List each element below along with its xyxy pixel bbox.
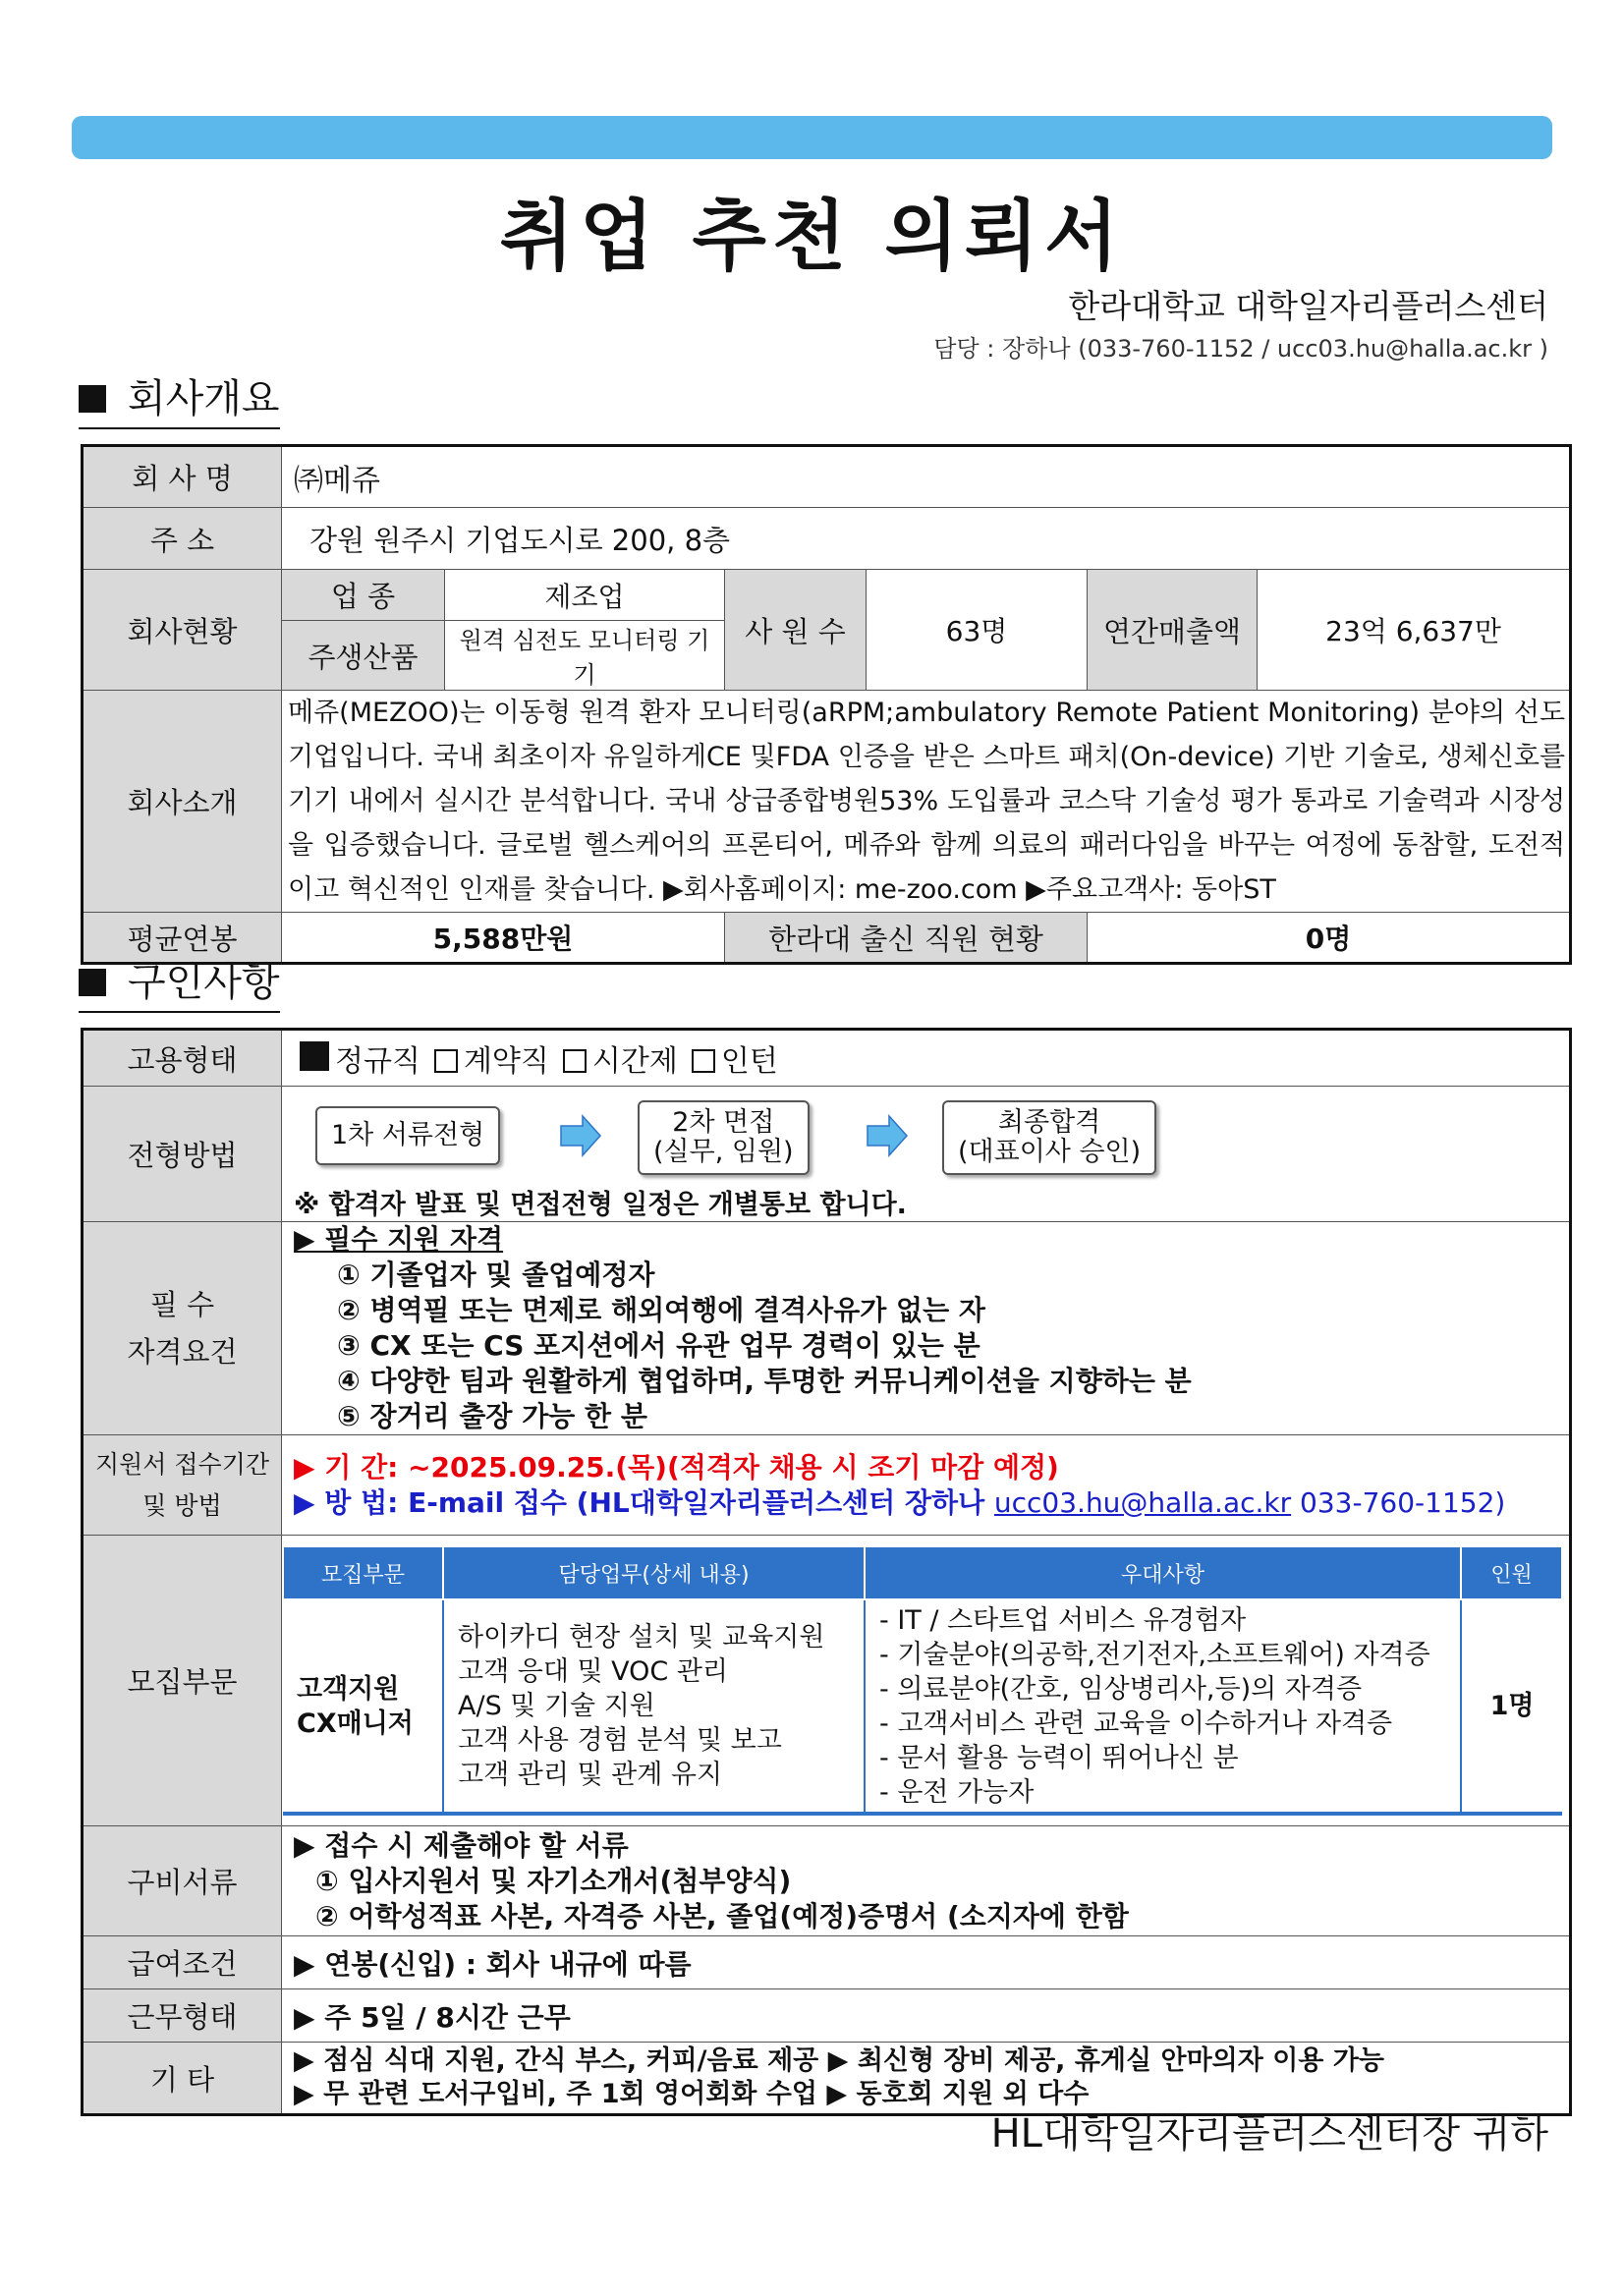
employment-type-options: 정규직 계약직 시간제 인턴	[282, 1030, 1571, 1087]
process-flow	[294, 1092, 1557, 1183]
square-bullet-icon	[79, 385, 106, 413]
step-document: 1차 서류전형	[315, 1106, 500, 1165]
recruit-header: 모집부문	[283, 1546, 443, 1599]
company-status-label: 회사현황	[83, 570, 282, 691]
work-value: ▶ 주 5일 / 8시간 근무	[282, 1989, 1571, 2043]
documents-label: 구비서류	[83, 1826, 282, 1936]
document-item: ② 어학성적표 사본, 자격증 사본, 졸업(예정)증명서 (소지자에 한함	[315, 1899, 1129, 1932]
process-cell	[282, 1087, 1571, 1222]
revenue-value: 23억 6,637만	[1258, 570, 1571, 691]
square-bullet-icon	[79, 969, 106, 996]
employment-type-label: 고용형태	[83, 1030, 282, 1087]
requirement-item: ⑤ 장거리 출장 가능 한 분	[337, 1400, 647, 1432]
recruit-table	[282, 1545, 1563, 1816]
revenue-label: 연간매출액	[1088, 570, 1258, 691]
arrow-right-icon	[866, 1114, 909, 1157]
salary-value: 5,588만원	[282, 913, 725, 964]
footer-recipient: HL대학일자리플러스센터장 귀하	[990, 2111, 1548, 2156]
document-title: 취업 추천 의뢰서	[499, 193, 1125, 281]
requirement-item: ③ CX 또는 CS 포지션에서 유관 업무 경력이 있는 분	[337, 1329, 980, 1362]
requirements-list	[282, 1222, 1571, 1435]
documents-list: ▶ 접수 시 제출해야 할 서류 ① 입사지원서 및 자기소개서(첨부양식) ② 어학성적표 사본, 자격증 사본, 졸업(예정)증명서 (소지자에 한함	[282, 1826, 1571, 1936]
salary-label: 평균연봉	[83, 913, 282, 964]
requirement-item: ② 병역필 또는 면제로 해외여행에 결격사유가 없는 자	[337, 1294, 985, 1326]
pay-value: ▶ 연봉(신입) : 회사 내규에 따름	[282, 1936, 1571, 1989]
recruit-header: 우대사항	[865, 1546, 1461, 1599]
employees-value: 63명	[867, 570, 1088, 691]
top-color-bar	[72, 116, 1552, 159]
checkbox-empty-icon[interactable]	[434, 1049, 458, 1073]
recruit-duties: 하이카디 현장 설치 및 교육지원 고객 응대 및 VOC 관리 A/S 및 기술 지원 고객 사용 경험 분석 및 보고 고객 관리 및 관계 유지	[443, 1599, 865, 1814]
pay-label: 급여조건	[83, 1936, 282, 1989]
company-address: 강원 원주시 기업도시로 200, 8층	[282, 508, 1571, 570]
intro-label: 회사소개	[83, 691, 282, 913]
recruit-header: 인원	[1461, 1546, 1562, 1599]
company-name: ㈜메쥬	[282, 446, 1571, 508]
section-company-overview: 회사개요	[79, 367, 280, 429]
process-label: 전형방법	[83, 1087, 282, 1222]
work-label: 근무형태	[83, 1989, 282, 2043]
document-item: ① 입사지원서 및 자기소개서(첨부양식)	[315, 1864, 792, 1897]
application-period: ▶ 기 간: ~2025.09.25.(목)(적격자 채용 시 조기 마감 예정)	[294, 1450, 1059, 1484]
section-job-info: 구인사항	[79, 951, 280, 1013]
recruit-header: 담당업무(상세 내용)	[443, 1546, 865, 1599]
application-label: 지원서 접수기간 및 방법	[83, 1435, 282, 1536]
recruit-label: 모집부문	[83, 1536, 282, 1826]
main-customer: ▶주요고객사: 동아ST	[1026, 874, 1276, 905]
checkbox-empty-icon[interactable]	[692, 1049, 715, 1073]
step-final: 최종합격 (대표이사 승인)	[942, 1100, 1156, 1175]
homepage-link[interactable]: ▶회사홈페이지: me-zoo.com	[663, 874, 1018, 905]
company-intro: 메쥬(MEZOO)는 이동형 원격 환자 모니터링(aRPM;ambulatory Remote Patient Monitoring) 분야의 선도기업입니다. 국내 최초이자 유일하게CE 및FDA 인증을 받은 스마트 패치(On-device) 기반 기술로, 생체신호를 기기 내에서 실시간 분석합니다. 국내 상급종합병원53% 도입률과 코스닥 기술성 평가 통과로 기술력과 시장성을 입증했습니다. 글로벌 헬스케어의 프론티어, 메쥬와 함께 의료의 패러다임을 바꾸는 여정에 동참할, 도전적이고 혁신적인 인재를 찾습니다. ▶회사홈페이지: me-zoo.com ▶주요고객사: 동아ST	[282, 691, 1571, 913]
alumni-label: 한라대 출신 직원 현황	[725, 913, 1088, 964]
recruit-cell	[282, 1536, 1571, 1826]
application-method: ▶ 방 법: E-mail 접수 (HL대학일자리플러스센터 장하나 ucc03.hu@halla.ac.kr 033-760-1152)	[294, 1485, 1506, 1519]
product-value: 원격 심전도 모니터링 기기	[445, 621, 725, 691]
process-note: ※ 합격자 발표 및 면접전형 일정은 개별통보 합니다.	[294, 1190, 907, 1220]
address-label: 주 소	[83, 508, 282, 570]
email-link[interactable]: ucc03.hu@halla.ac.kr	[993, 1485, 1292, 1519]
industry-value: 제조업	[445, 570, 725, 621]
etc-list: ▶ 점심 식대 지원, 간식 부스, 커피/음료 제공 ▶ 최신형 장비 제공, 휴게실 안마의자 이용 가능 ▶ 무 관련 도서구입비, 주 1회 영어회화 수업 ▶ 동호회 지원 외 다수	[282, 2043, 1571, 2115]
organization-name: 한라대학교 대학일자리플러스센터	[1068, 287, 1548, 325]
alumni-value: 0명	[1088, 913, 1571, 964]
requirement-item: ① 기졸업자 및 졸업예정자	[337, 1259, 655, 1291]
checkbox-empty-icon[interactable]	[563, 1049, 587, 1073]
application-info	[282, 1435, 1571, 1536]
step-interview: 2차 면접 (실무, 임원)	[638, 1100, 810, 1175]
company-name-label: 회 사 명	[83, 446, 282, 508]
contact-info: 담당 : 장하나 (033-760-1152 / ucc03.hu@halla.ac.kr )	[933, 335, 1548, 363]
product-label: 주생산품	[282, 621, 445, 691]
recruit-count: 1명	[1461, 1599, 1562, 1814]
requirements-label: 필 수 자격요건	[83, 1222, 282, 1435]
employees-label: 사 원 수	[725, 570, 867, 691]
recruit-preferences: - IT / 스타트업 서비스 유경험자 - 기술분야(의공학,전기전자,소프트웨어) 자격증 - 의료분야(간호, 임상병리사,등)의 자격증 - 고객서비스 관련 교육을 이수하거나 자격증 - 문서 활용 능력이 뛰어나신 분 - 운전 가능자	[865, 1599, 1461, 1814]
recruit-division: 고객지원 CX매니저	[283, 1599, 443, 1814]
requirements-head: ▶ 필수 지원 자격	[294, 1223, 504, 1256]
checkbox-checked-icon[interactable]	[300, 1041, 329, 1071]
requirement-item: ④ 다양한 팀과 원활하게 협업하며, 투명한 커뮤니케이션을 지향하는 분	[337, 1365, 1192, 1397]
company-overview-table	[81, 444, 1572, 965]
etc-label: 기 타	[83, 2043, 282, 2115]
job-info-table	[81, 1028, 1572, 2116]
industry-label: 업 종	[282, 570, 445, 621]
arrow-right-icon	[559, 1114, 602, 1157]
